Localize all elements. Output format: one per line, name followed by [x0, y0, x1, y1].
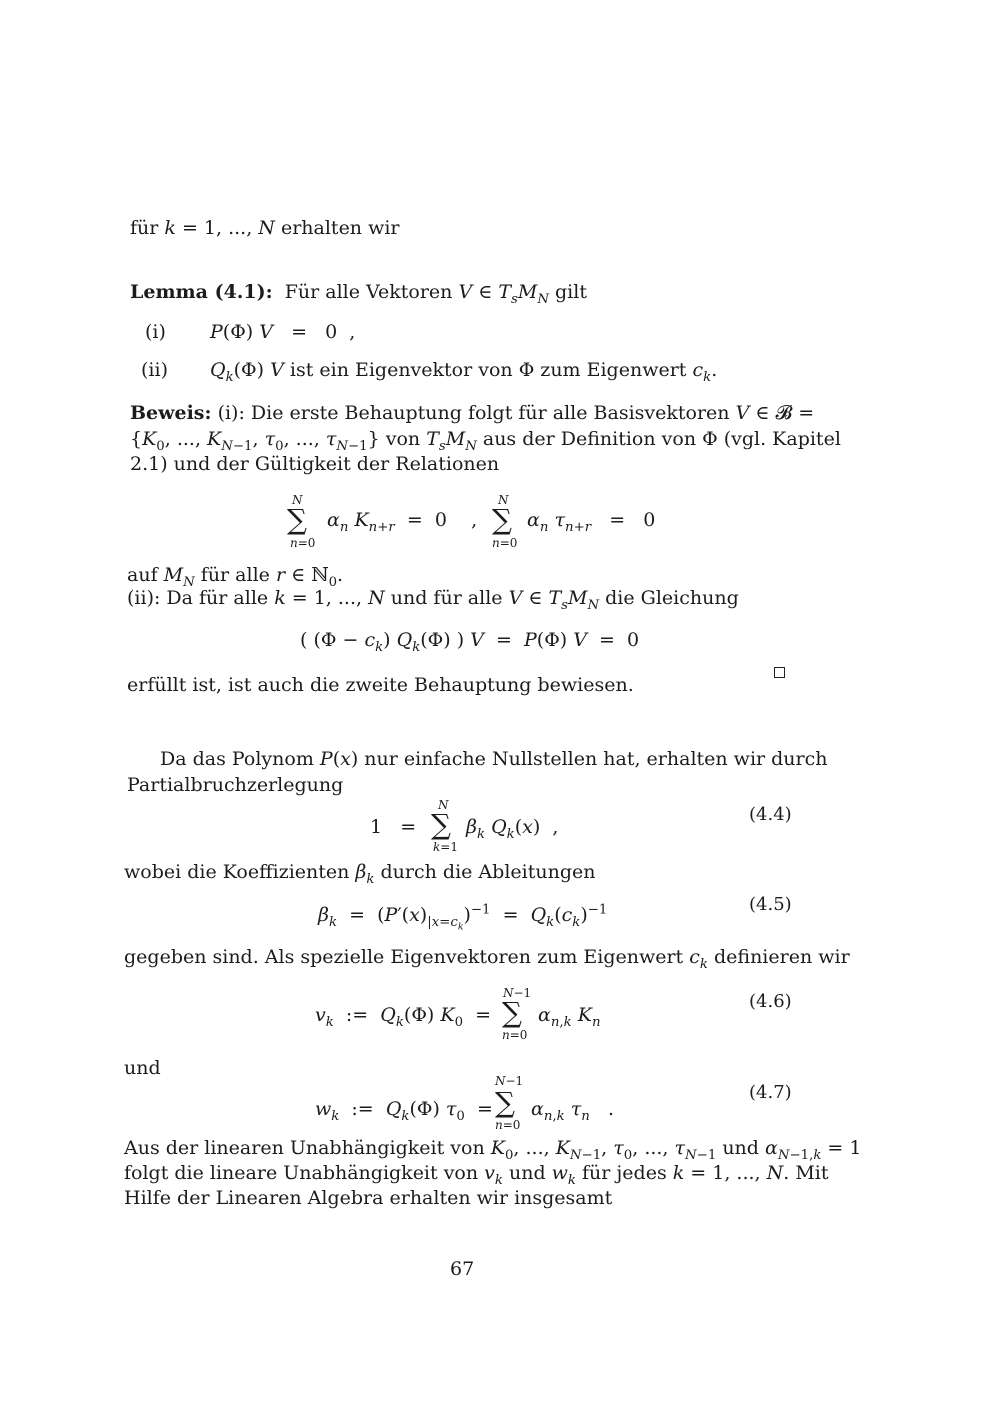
proof-line-5: (ii): Da für alle k = 1, ..., N und für alle V ∈ $T_sM_N$ die Gleichung — [127, 587, 739, 613]
proof-line-2: {$K_0$, ..., $K_{N-1}$, $\tau_0$, ..., $\tau_{N-1}$} von $T_sM_N$ aus der Definition von Φ (vgl. Kapitel — [130, 428, 841, 454]
lemma-heading-line: Lemma (4.1): Für alle Vektoren V ∈ $T_sM_N$ gilt — [130, 281, 587, 307]
para1-line-1: Da das Polynom P(x) nur einfache Nullstellen hat, erhalten wir durch — [160, 748, 828, 770]
und-word: und — [124, 1057, 161, 1079]
equation-ii: ( $(\Phi - c_k)$ $Q_k(\Phi)$ ) V = P(Φ) V = 0 — [300, 629, 640, 655]
lemma-item-i: (i) P(Φ) V = 0 , — [145, 321, 356, 343]
proof-line-3: 2.1) und der Gültigkeit der Relationen — [130, 453, 500, 475]
document-page: für k = 1, ..., N erhalten wir Lemma (4.1): Für alle Vektoren V ∈ $T_sM_N$ gilt (i) P(Φ) V = 0 , (ii) $Q_k(\Phi)$ V ist ein Eigenvektor von Φ zum Eigenwert $c_k$. Beweis: (i): Die erste Behauptung folgt für alle Basisvektoren V ∈ 𝓑 = {$K_0$, ..., $K_{N-1}$, $\tau_0$, ..., $\tau_{N-1}$} von $T_sM_N$ aus der Definition von Φ (vgl. Kapitel 2.1) und der Gültigkeit der Relationen N ∑ n=0 $\alpha_n$ $K_{n+r} = 0$ , N ∑ n=0 $\alpha_n$ $\tau_{n+r} = 0$ auf $M_N$ für alle r ∈ ℕ$_0$. (ii): Da für alle k = 1, ..., N und für alle V ∈ $T_sM_N$ die Gleichung ( $(\Phi - c_k)$ $Q_k(\Phi)$ ) V = P(Φ) V = 0 erfüllt ist, ist auch die zweite Behauptung bewiesen. Da das Polynom P(x) nur einfache Nullstellen hat, erhalten wir durch Partialbruchzerlegung 1 = N ∑ k=1 $\beta_k$ $Q_k(x)$ , (4.4) wobei die Koeffizienten $\beta_k$ durch die Ableitungen $\beta_k = (P'(x)_{|x=c_k})^{-1} = Q_k(c_k)^{-1}$ (4.5) gegeben sind. Als spezielle Eigenvektoren zum Eigenwert $c_k$ definieren wir $v_k$ := $Q_k(\Phi) K_0$ = N−1 ∑ n=0 $\alpha_{n,k}$ $K_n$ (4.6) und $w_k$ := $Q_k(\Phi) \tau_0$ = N−1 ∑ n=0 $\alpha_{n,k}$ $\tau_n$ . (4.7) Aus der linearen Unabhängigkeit von $K_0$, ..., $K_{N-1}$, $\tau_0$, ..., $\tau_{N-1}$ und $\alpha_{N-1,k} = 1$ folgt die lineare Unabhängigkeit von $v_k$ und $w_k$ für jedes k = 1, ..., N. Mit Hilfe der Linearen Algebra erhalten wir insgesamt 67 — [124, 217, 862, 1280]
proof-line-1: Beweis: (i): Die erste Behauptung folgt für alle Basisvektoren V ∈ 𝓑 = — [130, 402, 815, 424]
lemma-item-ii: (ii) $Q_k(\Phi)$ V ist ein Eigenvektor von Φ zum Eigenwert $c_k$. — [141, 359, 718, 385]
proof-line-4: auf $M_N$ für alle r ∈ ℕ$_0$. — [127, 564, 344, 590]
final-line-3: Hilfe der Linearen Algebra erhalten wir insgesamt — [124, 1187, 613, 1209]
text-line-top: für k = 1, ..., N erhalten wir — [130, 217, 400, 239]
equation-number: (4.5) — [749, 894, 792, 915]
qed-symbol — [774, 667, 785, 678]
proof-line-6: erfüllt ist, ist auch die zweite Behauptung bewiesen. — [127, 674, 634, 696]
page-number: 67 — [450, 1258, 475, 1280]
final-line-1: Aus der linearen Unabhängigkeit von $K_0$, ..., $K_{N-1}$, $\tau_0$, ..., $\tau_{N-1}$ und $\alpha_{N-1,k} = 1$ — [124, 1137, 862, 1163]
para1-line-2: Partialbruchzerlegung — [127, 774, 344, 796]
lemma-item-label: (i) — [145, 321, 166, 343]
equation-number: (4.7) — [749, 1082, 792, 1103]
koeffizienten-line: wobei die Koeffizienten $\beta_k$ durch die Ableitungen — [124, 861, 596, 887]
lemma-item-label: (ii) — [141, 359, 168, 381]
lemma-heading: Lemma (4.1): — [130, 281, 273, 303]
proof-heading: Beweis: — [130, 402, 212, 424]
equation-number: (4.4) — [749, 804, 792, 825]
equation-number: (4.6) — [749, 991, 792, 1012]
gegeben-line: gegeben sind. Als spezielle Eigenvektoren zum Eigenwert $c_k$ definieren wir — [124, 946, 850, 972]
final-line-2: folgt die lineare Unabhängigkeit von $v_k$ und $w_k$ für jedes k = 1, ..., N. Mit — [124, 1162, 829, 1188]
